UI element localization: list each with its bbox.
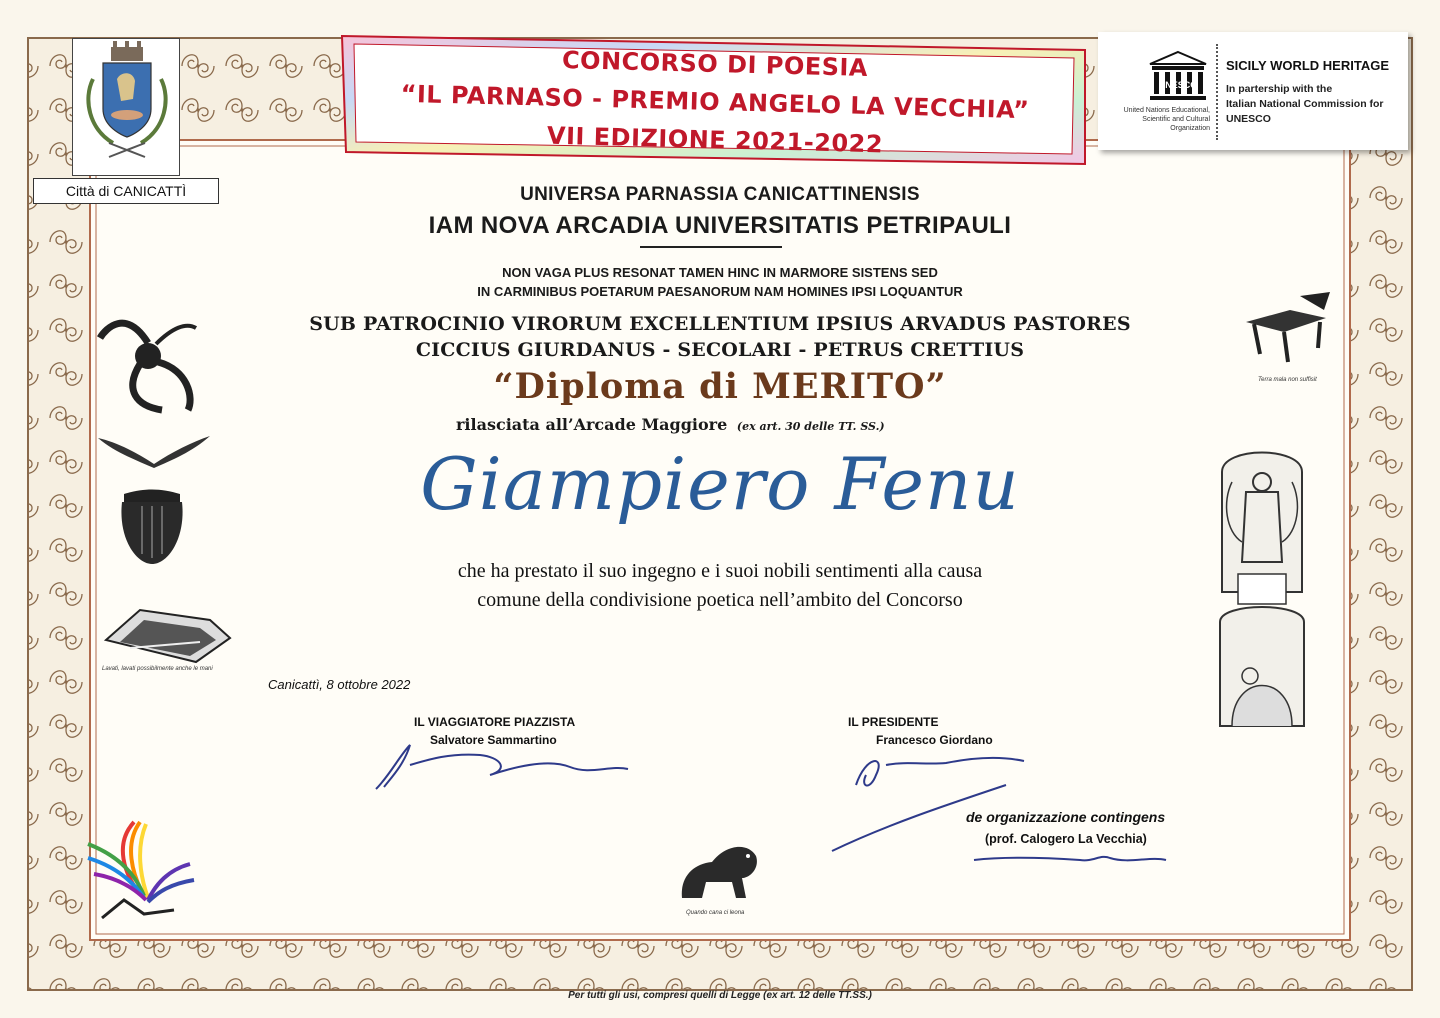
saint-statue-icon [1212,432,1312,728]
academy-subtitle: IAM NOVA ARCADIA UNIVERSITATIS PETRIPAULI [428,212,1012,239]
motto-line-2: IN CARMINIBUS POETARUM PAESANORUM NAM HOMINES IPSI LOQUANTUR [477,284,963,299]
contest-logo-icon [84,814,200,932]
merit-description-line-2: comune della condivisione poetica nell’ambito del Concorso [477,589,963,611]
unesco-divider [1216,44,1218,140]
left-signatory-name: Salvatore Sammartino [430,733,557,747]
patronage-line-1: SUB PATROCINIO VIRORUM EXCELLENTIUM IPSIUS ARVADUS PASTORES [309,313,1131,335]
unesco-logo-text: UNESCO [1158,80,1198,90]
issued-to-text: rilasciata all’Arcade Maggiore [456,415,728,434]
patronage-line-2: CICCIUS GIURDANUS - SECOLARI - PETRUS CRETTIUS [415,339,1025,361]
wings-icon [96,430,212,470]
organizer-signature-icon [970,846,1170,872]
banner-title: CONCORSO DI POESIA [561,45,869,83]
issued-to-line [456,415,885,434]
issued-to-note: (ex art. 30 delle TT. SS.) [736,420,885,433]
bed-illustration-icon [100,600,236,672]
left-signature-icon [370,735,634,795]
banner-contest-name: “IL PARNASO - PREMIO ANGELO LA VECCHIA” [400,79,1030,125]
right-signatory-name: Francesco Giordano [876,733,993,747]
unesco-title: SICILY WORLD HERITAGE [1226,58,1389,73]
unesco-desc-line2: Italian National Commission for [1226,98,1384,110]
trinacria-icon [96,298,200,416]
lion-dog-icon [676,838,762,906]
coat-of-arms-icon [73,39,181,177]
banner-edition: VII EDIZIONE 2021-2022 [546,121,884,159]
organizer-title: de organizzazione contingens [966,809,1166,825]
right-signatory-role: IL PRESIDENTE [848,715,939,729]
city-coat-of-arms [72,38,180,176]
diploma-title: “Diploma di MERITO” [493,366,947,407]
unesco-temple-icon [1148,50,1208,102]
divider [640,246,782,248]
unesco-desc-line1: In partership with the [1226,83,1333,95]
unesco-desc-line3: UNESCO [1226,113,1271,125]
issue-date: Canicattì, 8 ottobre 2022 [268,677,411,692]
table-illustration-icon [1240,288,1336,368]
footer-note: Per tutti gli usi, compresi quelli di Legge (ex art. 12 delle TT.SS.) [568,990,872,1001]
motto-line-1: NON VAGA PLUS RESONAT TAMEN HINC IN MARMORE SISTENS SED [502,265,938,280]
organizer-name: (prof. Calogero La Vecchia) [985,832,1147,846]
unesco-org-subtitle: United Nations Educational, Scientific and Cultural Organization [1123,107,1210,132]
unesco-description [1226,82,1404,127]
left-signatory-role: IL VIAGGIATORE PIAZZISTA [414,715,576,729]
dog-caption: Quando cana ci leona [686,910,745,916]
contest-banner [340,30,1090,170]
table-caption: Terra mala non suffisit [1258,377,1317,383]
merit-description-line-1: che ha prestato il suo ingegno e i suoi nobili sentimenti alla causa [457,560,983,582]
recipient-name: Giampiero Fenu [420,442,1020,526]
academy-name: UNIVERSA PARNASSIA CANICATTINENSIS [520,184,920,205]
unesco-partnership-box [1098,32,1408,150]
lyre-icon [114,488,190,568]
bed-caption: Lavati, lavati possibilmente anche le mani [102,666,213,672]
city-caption: Città di CANICATTÌ [33,178,219,204]
